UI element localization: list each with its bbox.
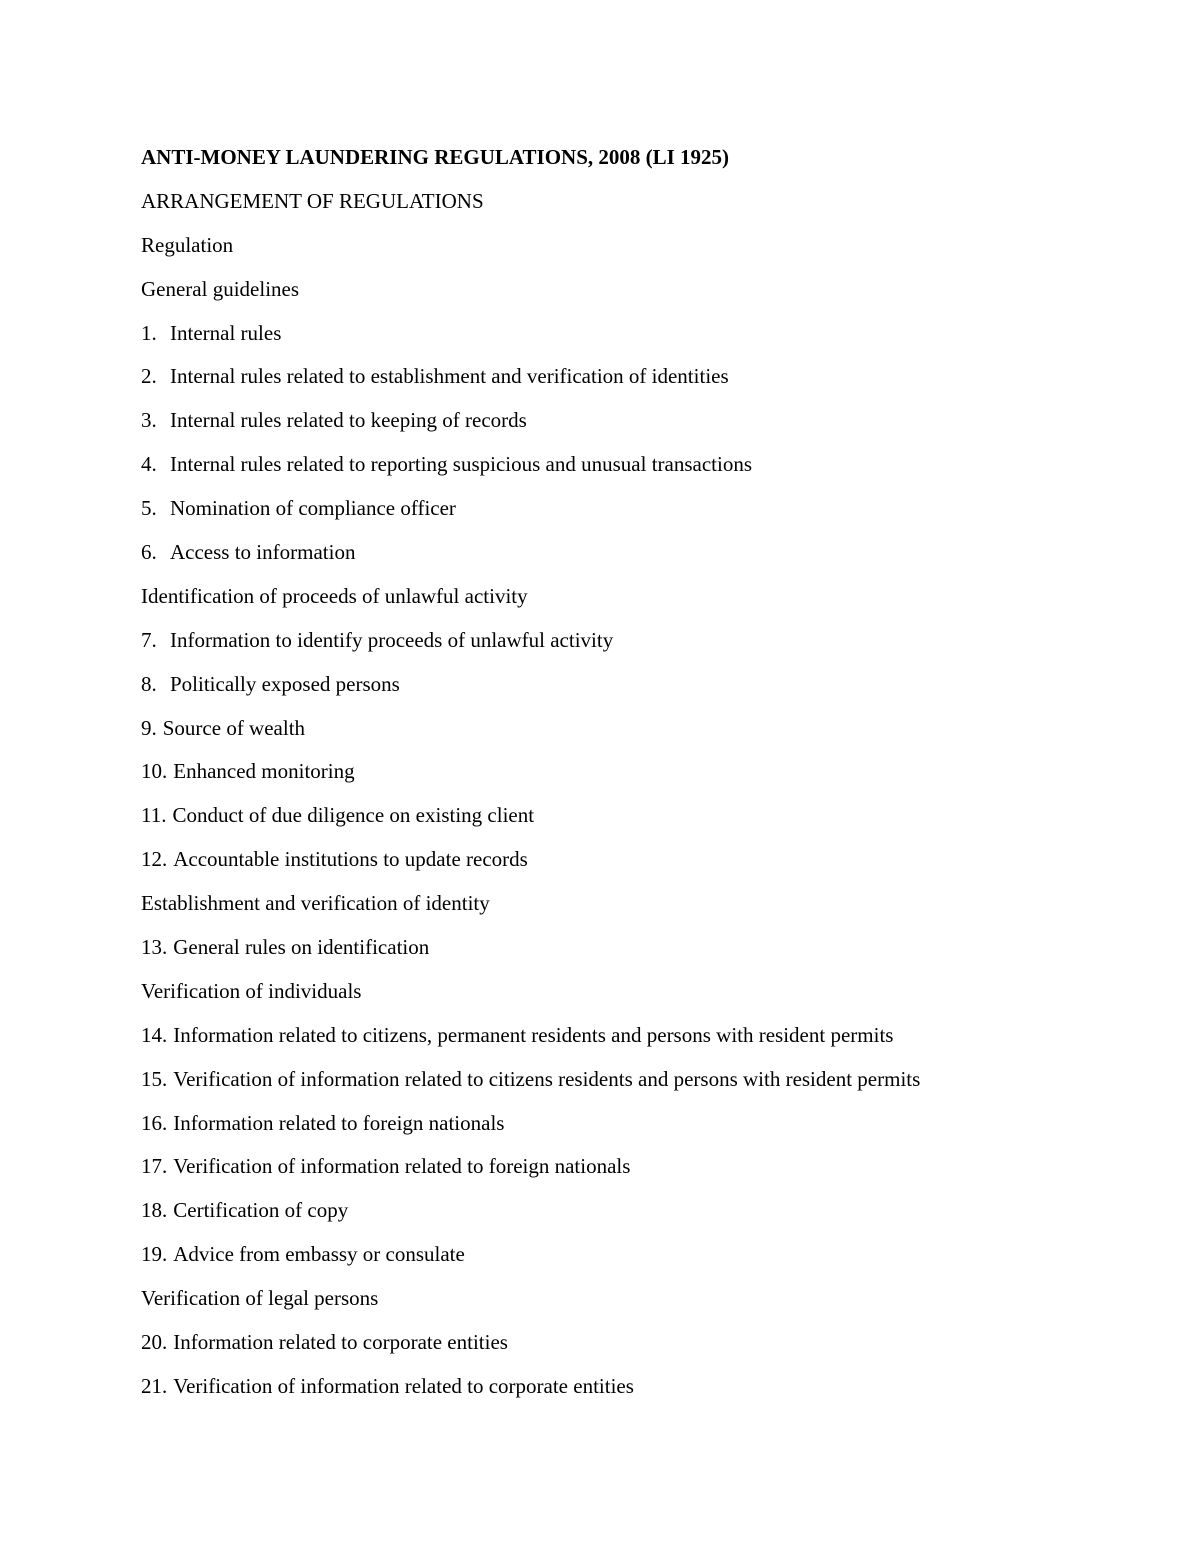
regulation-title: Politically exposed persons [170, 671, 400, 696]
regulation-number: 2. [141, 364, 157, 389]
regulation-item [141, 930, 1141, 974]
regulation-title: Certification of copy [173, 1198, 349, 1223]
regulation-item [141, 1193, 1141, 1237]
regulation-item [141, 1369, 1141, 1413]
regulation-item [141, 316, 1141, 360]
regulation-title: Verification of information related to corporate entities [173, 1373, 634, 1398]
document-title: ANTI-MONEY LAUNDERING REGULATIONS, 2008 (LI 1925) [141, 145, 730, 169]
regulation-item [141, 1237, 1141, 1281]
regulation-title: Information related to citizens, permanent residents and persons with resident permits [173, 1022, 894, 1047]
section-heading: Verification of individuals [141, 978, 362, 1003]
regulation-title: Source of wealth [162, 715, 306, 740]
regulation-number: 12. [141, 847, 168, 872]
regulation-item [141, 1106, 1141, 1150]
section-heading: Identification of proceeds of unlawful activity [141, 583, 528, 608]
regulation-title: Verification of information related to citizens residents and persons with resident permits [173, 1066, 921, 1091]
regulation-item [141, 1018, 1141, 1062]
regulation-title: Information related to foreign nationals [173, 1110, 505, 1135]
document-subtitle: ARRANGEMENT OF REGULATIONS [141, 188, 484, 213]
regulation-item [141, 491, 1141, 535]
regulation-number: 16. [141, 1110, 168, 1135]
regulation-number: 15. [141, 1066, 168, 1091]
regulation-item [141, 842, 1141, 886]
regulation-number: 14. [141, 1022, 168, 1047]
regulation-number: 13. [141, 935, 168, 960]
section-heading: Verification of legal persons [141, 1286, 379, 1311]
regulation-item [141, 623, 1141, 667]
regulation-title: Internal rules related to reporting suspicious and unusual transactions [170, 452, 753, 477]
regulation-number: 7. [141, 627, 157, 652]
section-heading: Establishment and verification of identity [141, 891, 490, 916]
regulation-title: Advice from embassy or consulate [173, 1242, 465, 1267]
regulation-item [141, 535, 1141, 579]
regulation-title: Access to information [170, 540, 356, 565]
regulation-title: Nomination of compliance officer [170, 496, 456, 521]
regulation-number: 4. [141, 452, 157, 477]
regulation-title: Conduct of due diligence on existing client [172, 803, 535, 828]
regulation-item [141, 798, 1141, 842]
regulation-number: 5. [141, 496, 157, 521]
regulation-number: 6. [141, 540, 157, 565]
regulation-number: 21. [141, 1373, 168, 1398]
regulation-item [141, 667, 1141, 711]
regulation-title: Accountable institutions to update records [173, 847, 528, 872]
regulation-item [141, 754, 1141, 798]
regulation-number: 18. [141, 1198, 168, 1223]
section-heading: General guidelines [141, 276, 300, 301]
regulation-item [141, 403, 1141, 447]
regulation-item [141, 1062, 1141, 1106]
document-body [141, 140, 1141, 1413]
regulation-number: 10. [141, 759, 168, 784]
regulation-number: 1. [141, 320, 157, 345]
regulation-title: Enhanced monitoring [173, 759, 355, 784]
regulation-title: Internal rules [170, 320, 282, 345]
regulation-title: Verification of information related to foreign nationals [173, 1154, 631, 1179]
regulation-title: General rules on identification [173, 935, 430, 960]
regulation-item [141, 711, 1141, 755]
regulation-number: 9. [141, 715, 157, 740]
regulation-number: 3. [141, 408, 157, 433]
regulation-title: Internal rules related to keeping of records [170, 408, 527, 433]
regulation-item [141, 1325, 1141, 1369]
regulation-title: Information to identify proceeds of unlawful activity [170, 627, 614, 652]
regulation-title: Internal rules related to establishment and verification of identities [170, 364, 729, 389]
regulation-list [141, 272, 1141, 1413]
regulation-item [141, 447, 1141, 491]
regulation-number: 8. [141, 671, 157, 696]
regulation-item [141, 359, 1141, 403]
regulation-number: 17. [141, 1154, 168, 1179]
column-label: Regulation [141, 232, 234, 257]
regulation-number: 11. [141, 803, 167, 828]
regulation-title: Information related to corporate entities [173, 1330, 508, 1355]
regulation-number: 20. [141, 1330, 168, 1355]
regulation-number: 19. [141, 1242, 168, 1267]
regulation-item [141, 1149, 1141, 1193]
